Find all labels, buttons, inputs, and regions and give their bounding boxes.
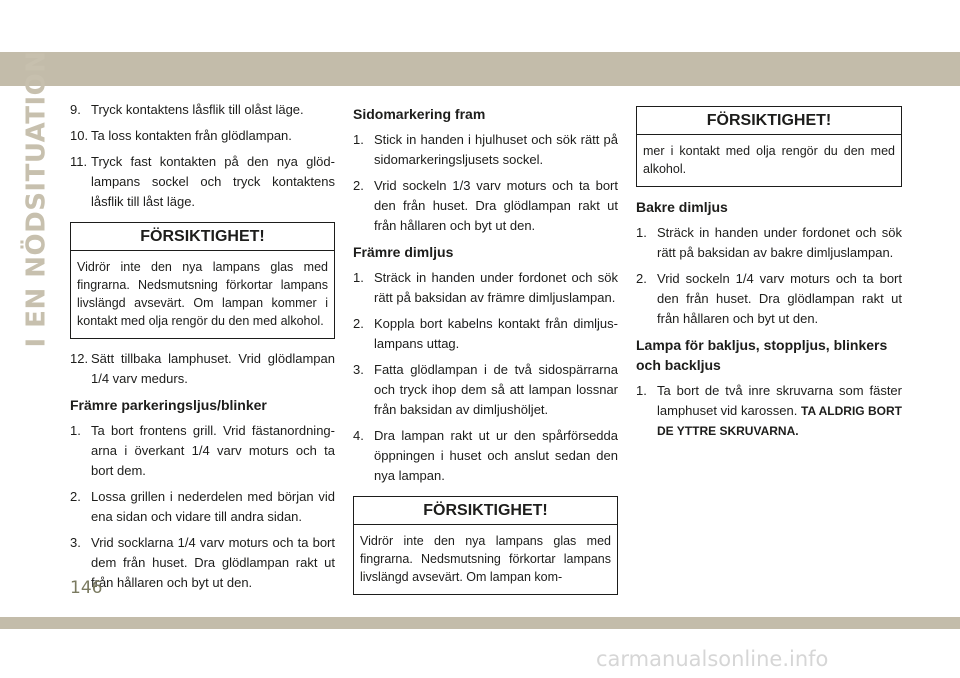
section-heading: Främre dimljus xyxy=(353,244,454,260)
caution-text: Vidrör inte den nya lampans glas med fingrarna. Nedsmutsning förkortar lampans livslängd avsevärt. Om lampan kommer i kontakt med olja rengör du den med alkohol. xyxy=(77,260,328,328)
caution-text: Vidrör inte den nya lampans glas med fingrarna. Nedsmutsning förkortar lampans livslängd avsevärt. Om lampan kom- xyxy=(360,534,611,584)
caution-title: FÖRSIKTIGHET! xyxy=(354,497,617,525)
steps-list-continued xyxy=(70,100,335,212)
section-tab xyxy=(22,50,53,348)
caution-box xyxy=(636,106,902,187)
list-item: 1. Sträck in handen under fordonet och sök rätt på baksidan av främre dimljuslampan. xyxy=(353,270,618,305)
list-item: 2. Vrid sockeln 1/4 varv moturs och ta bort den från huset. Dra glödlampan rakt ut från hållaren och byt ut den. xyxy=(636,271,902,326)
steps-list-end xyxy=(70,349,335,389)
steps-list xyxy=(353,268,618,486)
list-item: 1. Stick in handen i hjulhuset och sök rätt på sidomarkeringsljusets sockel. xyxy=(353,132,618,167)
steps-list xyxy=(636,223,902,329)
caution-box xyxy=(70,222,335,339)
list-item: 1. Ta bort de två inre skruvarna som fäster lamphuset vid karossen. TA ALDRIG BORT DE YTTRE SKRUVARNA. xyxy=(636,383,903,438)
steps-list xyxy=(353,130,618,236)
header-band xyxy=(0,52,960,86)
list-item: 12. Sätt tillbaka lamphuset. Vrid glödlampan 1/4 varv medurs. xyxy=(70,351,335,386)
caution-box xyxy=(353,496,618,595)
list-item: 3. Fatta glödlampan i de två sidospärrarna och tryck ihop dem så att lampan lossnar från baksidan av dimljushöljet. xyxy=(353,362,618,417)
section-heading: Bakre dimljus xyxy=(636,199,728,215)
steps-list xyxy=(636,381,902,441)
list-item: 1. Ta bort frontens grill. Vrid fästanordningarna i överkant 1/4 varv moturs och ta bort dem. xyxy=(70,423,335,478)
list-item: 9. Tryck kontaktens låsflik till olåst läge. xyxy=(70,102,304,117)
page-number: 146 xyxy=(70,578,103,598)
column-3 xyxy=(636,100,902,447)
list-item: 1. Sträck in handen under fordonet och sök rätt på baksidan av bakre dimljuslampan. xyxy=(636,225,902,260)
column-2 xyxy=(353,100,618,605)
section-heading: Sidomarkering fram xyxy=(353,106,486,122)
warning-emphasis: TA ALDRIG BORT DE YTTRE SKRUVARNA. xyxy=(657,404,903,438)
caution-text: mer i kontakt med olja rengör du den med alkohol. xyxy=(643,144,895,176)
list-item: 2. Koppla bort kabelns kontakt från dimljuslampans uttag. xyxy=(353,316,618,351)
steps-list xyxy=(70,421,335,593)
list-item: 2. Vrid sockeln 1/3 varv moturs och ta bort den från huset. Dra glödlampan rakt ut från hållaren och byt ut den. xyxy=(353,178,618,233)
list-item: 4. Dra lampan rakt ut ur den spårförsedda öppningen i huset och anslut sedan den nya lampan. xyxy=(353,428,618,483)
section-heading: Lampa för bakljus, stoppljus, blinkers och backljus xyxy=(636,337,888,373)
footer-band xyxy=(0,617,960,629)
section-heading: Främre parkeringsljus/blinker xyxy=(70,397,267,413)
list-item: 2. Lossa grillen i nederdelen med början vid ena sidan och vidare till andra sidan. xyxy=(70,489,335,524)
section-tab-label: I EN NÖDSITUATION xyxy=(22,50,53,348)
watermark: carmanualsonline.info xyxy=(596,647,829,671)
list-item: 3. Vrid socklarna 1/4 varv moturs och ta bort dem från huset. Dra glödlampan rakt ut från hållaren och byt ut den. xyxy=(70,535,335,590)
list-item: 11. Tryck fast kontakten på den nya glödlampans sockel och tryck kontaktens låsflik till låst läge. xyxy=(70,154,335,209)
list-item: 10. Ta loss kontakten från glödlampan. xyxy=(70,128,292,143)
caution-title: FÖRSIKTIGHET! xyxy=(71,223,334,251)
column-1 xyxy=(70,100,335,599)
caution-title: FÖRSIKTIGHET! xyxy=(637,107,901,135)
